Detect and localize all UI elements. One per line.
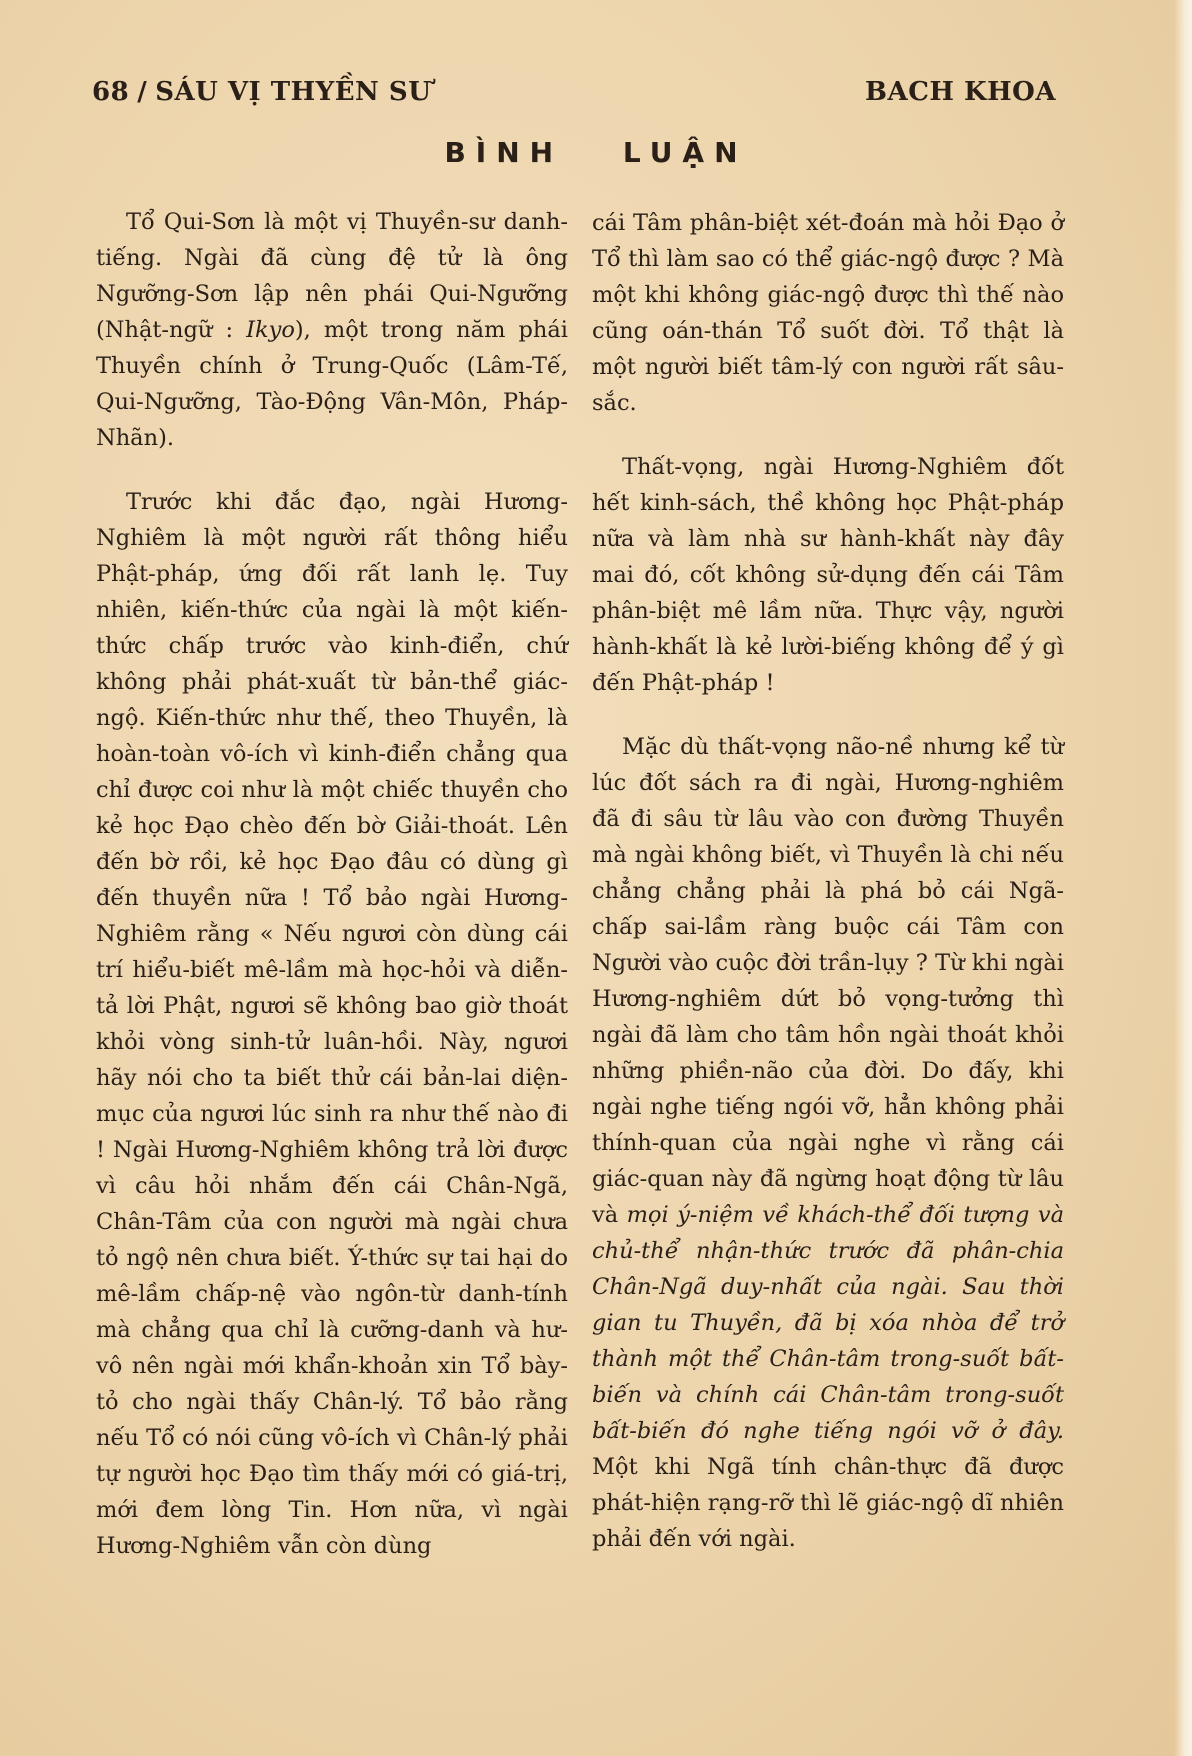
left-column	[96, 204, 568, 1592]
page-edge	[1174, 0, 1192, 1756]
section-name: SÁU VỊ THYỀN SƯ	[155, 77, 432, 107]
header-left	[92, 77, 431, 107]
paragraph: cái Tâm phân-biệt xét-đoán mà hỏi Đạo ở Tổ thì làm sao có thể giác-ngộ được ? Mà một khi không giác-ngộ được thì thế nào cũng oán-thán Tổ suốt đời. Tổ thật là một người biết tâm-lý con người rất sâu-sắc.	[592, 210, 1064, 416]
paragraph: Thất-vọng, ngài Hương-Nghiêm đốt hết kinh-sách, thề không học Phật-pháp nữa và làm nhà sư hành-khất này đây mai đó, cốt không sử-dụng đến cái Tâm phân-biệt mê lầm nữa. Thực vậy, người hành-khất là kẻ lười-biếng không để ý gì đến Phật-pháp !	[592, 454, 1064, 696]
page-header	[92, 72, 1056, 112]
magazine-name: BACH KHOA	[865, 77, 1056, 107]
page-number: 68	[92, 77, 130, 107]
paragraph: Tổ Qui-Sơn là một vị Thuyền-sư danh-tiếng. Ngài đã cùng đệ tử là ông Ngưỡng-Sơn lập nên phái Qui-Ngưỡng (Nhật-ngữ : Ikyo), một trong năm phái Thuyền chính ở Trung-Quốc (Lâm-Tế, Qui-Ngưỡng, Tào-Động Vân-Môn, Pháp-Nhãn).	[96, 209, 568, 451]
header-separator: /	[137, 77, 148, 107]
paragraph: Trước khi đắc đạo, ngài Hương-Nghiêm là một người rất thông hiểu Phật-pháp, ứng đối rất lanh lẹ. Tuy nhiên, kiến-thức của ngài là một kiến-thức chấp trước vào kinh-điển, chứ không phải phát-xuất từ bản-thể giác-ngộ. Kiến-thức như thế, theo Thuyền, là hoàn-toàn vô-ích vì kinh-điển chẳng qua chỉ được coi như là một chiếc thuyền cho kẻ học Đạo chèo đến bờ Giải-thoát. Lên đến bờ rồi, kẻ học Đạo đâu có dùng gì đến thuyền nữa ! Tổ bảo ngài Hương-Nghiêm rằng « Nếu ngươi còn dùng cái trí hiểu-biết mê-lầm mà học-hỏi và diễn-tả lời Phật, ngươi sẽ không bao giờ thoát khỏi vòng sinh-tử luân-hồi. Này, ngươi hãy nói cho ta biết thử cái bản-lai diện-mục của ngươi lúc sinh ra như thế nào đi ! Ngài Hương-Nghiêm không trả lời được vì câu hỏi nhắm đến cái Chân-Ngã, Chân-Tâm của con người mà ngài chưa tỏ ngộ nên chưa biết. Ý-thức sự tai hại do mê-lầm chấp-nệ vào ngôn-từ danh-tính mà chẳng qua chỉ là cưỡng-danh và hư-vô nên ngài mới khẩn-khoản xin Tổ bày-tỏ cho ngài thấy Chân-lý. Tổ bảo rằng nếu Tổ có nói cũng vô-ích vì Chân-lý phải tự người học Đạo tìm thấy mới có giá-trị, mới đem lòng Tin. Hơn nữa, vì ngài Hương-Nghiêm vẫn còn dùng	[96, 489, 568, 1559]
right-column	[592, 205, 1064, 1585]
section-title: BÌNH LUẬN	[444, 136, 748, 169]
paragraph: Mặc dù thất-vọng não-nề nhưng kể từ lúc đốt sách ra đi ngài, Hương-nghiêm đã đi sâu từ lâu vào con đường Thuyền mà ngài không biết, vì Thuyền là chi nếu chẳng chẳng phải là phá bỏ cái Ngã-chấp sai-lầm ràng buộc cái Tâm con Người vào cuộc đời trần-lụy ? Từ khi ngài Hương-nghiêm dứt bỏ vọng-tưởng thì ngài đã làm cho tâm hồn ngài thoát khỏi những phiền-não của đời. Do đấy, khi ngài nghe tiếng ngói vỡ, hẳn không phải thính-quan của ngài nghe vì rằng cái giác-quan này đã ngừng hoạt động từ lâu và mọi ý-niệm về khách-thể đối tượng và chủ-thể nhận-thức trước đã phân-chia Chân-Ngã duy-nhất của ngài. Sau thời gian tu Thuyền, đã bị xóa nhòa để trở thành một thể Chân-tâm trong-suốt bất-biến và chính cái Chân-tâm trong-suốt bất-biến đó nghe tiếng ngói vỡ ở đây. Một khi Ngã tính chân-thực đã được phát-hiện rạng-rỡ thì lẽ giác-ngộ dĩ nhiên phải đến với ngài.	[592, 734, 1064, 1552]
